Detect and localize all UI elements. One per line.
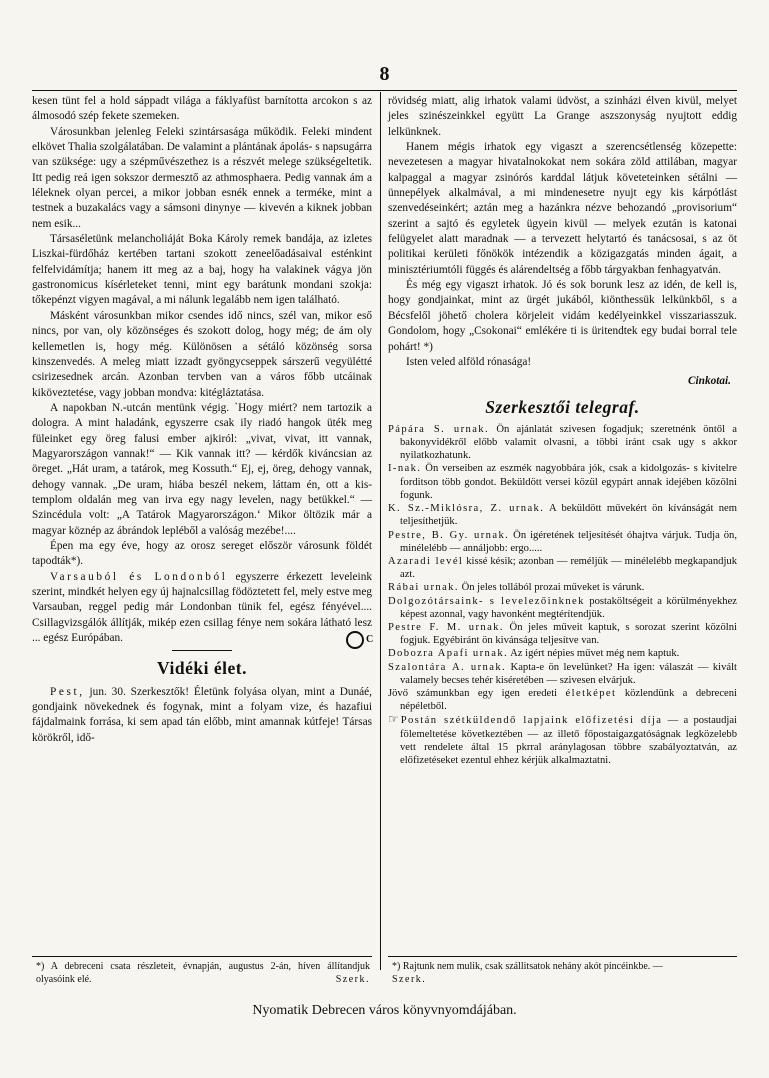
right-column: [388, 94, 737, 767]
author-signature: Cinkotai.: [687, 375, 731, 388]
paragraph: És még egy vigaszt irhatok. Jó és sok borunk lesz az idén, de kell is, hogy gondjainkat, mint az ürgét jukából, kiönthessük lelkünkből, s a Bécsfelől jöhető cholera körjeleit vidám kedélyeinkkel visszariasszuk. Gondolom, hogy „Csokonai“ emlékére ti is üritendtek egy budai borral tele pohárt! *): [388, 279, 737, 353]
footnote-left: [36, 960, 370, 986]
list-item: [388, 423, 737, 463]
item-text: Ön igéretének teljesítését óhajtva várjuk. Tudja ön, minélelébb — annáljobb: ergo.....: [400, 529, 737, 554]
paragraph: Társaséletünk melancholiáját Boka Károly remek bandája, az izletes Liszkai-fürdőház kertében tartani szokott zeneelőadásaival esténkint felfelvidámítja; hanem itt meg az a baj, hogy ha valakinek vágya jön gastronomicus kísérleteket tenni, mint egy barátunk mondani szokja: tőkepénzt vigyen magával, a mi nálunk legalább nem igen található.: [32, 233, 372, 307]
telegraf-list: [388, 423, 737, 767]
paragraph-text: jun. 30. Szerkesztők! Életünk folyása olyan, mint a Dunáé, gondjaink növekednek és fogynak, mint a folyam vize, és hazafiui fájdalmaink forrása, ki sem apad tán előbb, mint amannak kútfeje! Társas körökről, idő-: [32, 685, 372, 744]
paragraph: [32, 570, 372, 647]
paragraph: Másként városunkban mikor csendes idő nincs, szél van, mikor eső nincs, por van, oly közönséges és szokott dolog, hogy még; de ám oly kellemetlen is, hogy még. Különösen a sétáló közönség sorsa kinszenvedés. A meleg miatt izzadt gyöngycseppek sárszerű vegyülétté csirizesednek arcán. Azonban tervben van a város főbb utcáinak kiköveztetése, vagy jobban mondva: kitégláztatása.: [32, 309, 372, 399]
list-item: [388, 687, 737, 713]
list-item: [388, 581, 737, 594]
footnote-rule: [32, 956, 372, 957]
item-text: postaköltségeit a körülményekhez képest azonnal, vagy havonként megtérítendjük.: [400, 595, 737, 620]
item-text: A beküldött művekért ön kívánságát nem teljesíthetjük.: [400, 503, 737, 528]
item-text: kissé késik; azonban — reméljük — minélelébb megkapandjuk azt.: [400, 555, 738, 581]
item-text: Ön ajánlatát szivesen fogadjuk; szeretnénk öntől a bakonyvidékről előbb valamit olvasni, a többi iránt csak ugy s akkor nyilatkozhatunk.: [400, 423, 737, 462]
spaced-text: Pestre F. M. urnak.: [388, 621, 504, 633]
spaced-text: I-nak.: [388, 463, 422, 475]
item-text: Jövő számunkban egy igen eredeti: [388, 687, 566, 699]
item-text: Az igért népies művet még nem kaptuk.: [508, 648, 680, 660]
list-item: [388, 529, 737, 555]
spaced-text: K. Sz.-Miklósra, Z. urnak.: [388, 503, 545, 515]
paragraph: Épen ma egy éve, hogy az orosz sereget először városunk földét tapodták*).: [32, 539, 372, 568]
printer-imprint: Nyomatik Debrecen város könyvnyomdájában.: [252, 1003, 517, 1018]
footnote-right: [392, 960, 735, 986]
footnote-signature: Szerk.: [335, 974, 370, 985]
list-item: [388, 621, 737, 647]
footnote-signature: Szerk.: [392, 974, 427, 985]
paragraph: rövidség miatt, alig irhatok valami üdvöst, a szinházi élven kivül, melyet jeles szinészeinkkel együtt La Grange aszszonyság nyujtott eddig lelkünknek.: [388, 95, 737, 138]
section-rule: [172, 650, 232, 651]
pointing-hand-icon: ☞: [388, 712, 399, 727]
spaced-text: Varsauból és Londonból: [50, 570, 228, 583]
footnote-text: *) A debreceni csata részleteit, évnapján, augustus 2-án, híven állítandjuk olyasóink elé.: [36, 961, 370, 985]
spaced-text: Szalontára A. urnak.: [388, 661, 507, 673]
item-text: Kapta-e ön levelünket? Ha igen: válaszát — kivált valamely becses tehér kiséretében — szivesen elvárjuk.: [400, 661, 737, 686]
spaced-text: Rábai urnak.: [388, 582, 459, 594]
spaced-text: Pestre, B. Gy. urnak.: [388, 529, 510, 541]
page-number: 8: [379, 63, 390, 85]
paragraph: kesen tünt fel a hold sáppadt világa a fáklyafüst barnította arcokon s az álmosodó szép fekete szemeken.: [32, 95, 372, 123]
paragraph: A napokban N.-utcán mentünk végig. `Hogy miért? nem tartozik a dologra. A mint haladánk, egyszerre csak ily riadó hangok üték meg füleinket egy öreg falusi ember ajkiról: „vivat, vivat, itt vannak, Magyarországon vannak!“ — Kik vannak itt? — kérdők kiváncsian az öreget. „Hát uram, a tatárok, meg Kossuth.“ Ej, ej, öreg, dehogy vannak, dehogy vannak. „De uram, hiába beszél nekem, láttam én, ott a kis-templom oldalán meg van irva egy nagy levelen, nagy betükkel.“ — Szincédula volt: „A Tatárok Magyarországon.‘ Mikor öltözik már a magyar köznép az ábrándok lepléből a valóság mezébe!....: [32, 401, 372, 537]
spaced-text: Postán szétküldendő lapjaink előfizetési díja: [400, 715, 663, 727]
list-item: [388, 647, 737, 660]
spaced-text: Dobozra Apafi urnak.: [388, 648, 509, 660]
paragraph-text: egyszerre érkezett leveleink szerint, mindkét helyen egy új hajnalcsillag födöztetett fel, mely estve meg Varsauban, reggel pedig már Londonban tünik fel, egész fényével.... Csillagvizsgálók állítják, mikép ezen csillag fénye nem sokára látható lesz ... egész Európában.: [32, 570, 372, 645]
item-text: közlendünk a debreceni népéletből.: [400, 687, 737, 713]
footnote-rule: [388, 956, 737, 957]
paragraph: Városunkban jelenleg Feleki szintársasága működik. Feleki mindent elkövet Thalia szolgálatában. De valamint a plántának ápolás- s napsugárra van szüksége: ugy a szépművészethez is a részvét melege szükségeltetik. Itt pedig reá igen sokszor dermesztő az athmosphaera. Pedig vannak ám a léleknek olyan percei, a mikor jobban esnék ennek a terméke, mint a testnek a buzakalács vagy a sámsoni dinynye — kivevén a kiknek jobban nem esik...: [32, 125, 372, 230]
circled-c-icon: C: [346, 631, 364, 649]
paragraph: Isten veled alföld rónasága!: [406, 355, 532, 368]
spaced-text: Pest,: [50, 685, 85, 698]
list-item: [388, 555, 737, 581]
footnote-text: *) Rajtunk nem mulik, csak szállitsatok nehány akót pincéinkbe. —: [392, 961, 663, 972]
list-item: [388, 502, 737, 528]
list-item: [388, 462, 737, 502]
spaced-text: Azaradi levél: [388, 555, 464, 567]
top-rule: [32, 90, 737, 91]
paragraph: [32, 685, 372, 746]
section-title-telegraf: Szerkesztői telegraf.: [485, 396, 640, 417]
item-text: Ön jeles tollából prozai műveket is várunk.: [458, 582, 645, 594]
paragraph: Hanem mégis irhatok egy vigaszt a szerencsétlenség közepette: nevezetesen a magyar hivatalnokokat nem sokára zöld attilában, magyar kalpaggal a magyar zsinórós karddal látjuk követeteinken sétálni — ünnepélyek alkalmával, a mi mindenesetre nyujt egy kis kárpótlást szenvedéseinkért; aztán meg a hazánkra nézve behozandó „provisorium“ szerint a sajtó és egyletek ügyein kivül — melyek ezután is katonai felügyelet alatt maradnak — a tervezett helytartó és tanácsosai, s az öt politikai kerületi főnökök intézendik a közigazgatás minden ágait, a minisztériumtóli függés és alárendeltség a főbb tárgyakban fenhagyatván.: [388, 141, 737, 276]
list-item: [388, 595, 737, 621]
column-divider: [380, 92, 381, 970]
spaced-text: Dolgozótársaink- s levelezőinknek: [388, 595, 585, 607]
spaced-text: Pápára S. urnak.: [388, 423, 490, 435]
item-text: Ön verseiben az eszmék nagyobbára jók, csak a kidolgozás- s kivitelre forditson több gondot. Beküldött versei közül egypárt annak idejében közölni fogunk.: [400, 463, 737, 501]
item-text: Ön jeles műveit kaptuk, s sorozat szerint közölni fogjuk. Egyébiránt ön kivánsága teljesítve van.: [400, 621, 737, 647]
item-text: — a postaudjai fölemeltetése következtében — az illető főpostaigazgatóságnak legközelebb vett rendelete által 15 pkrral aránylagosan többre szabályoztatván, az előfizetéseket ezentul ehhez kérjük alkalmaztatni.: [400, 715, 737, 766]
left-column: [32, 94, 372, 746]
list-item: [388, 661, 737, 687]
spaced-text: életképet: [565, 687, 617, 699]
list-item: [388, 713, 737, 767]
section-title-videki-elet: Vidéki élet.: [157, 658, 247, 679]
